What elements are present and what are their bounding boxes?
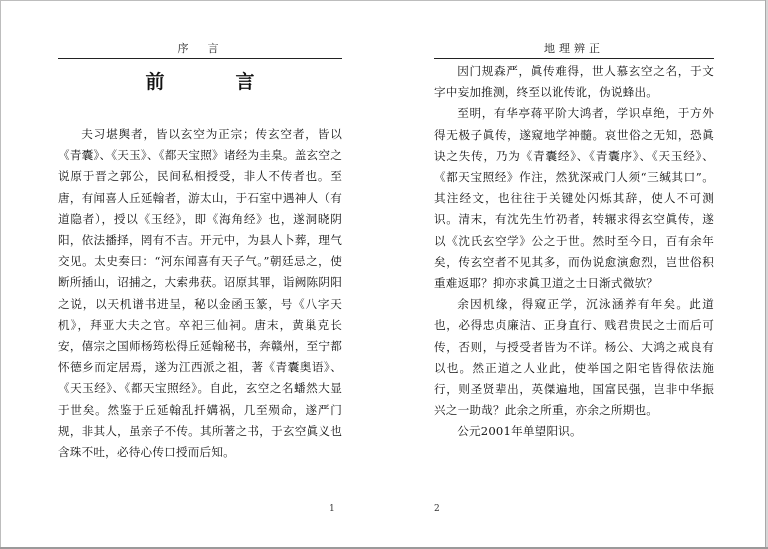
left-page-number: 1 [329, 504, 335, 514]
right-paragraph-2: 至明，有华亭蒋平阶大鸿者，学识卓绝，于方外得无极子眞传，遂窥地学神髓。哀世俗之无知，恐眞诀之失传，乃为《青囊经》、《青囊序》、《天玉经》、《都天宝照经》作注，然犹深戒门人须“三缄其口”。其注经文，也往往于关键处闪烁其辞，使人不可测识。清末，有沈先生竹礽者，转辗求得玄空眞传，遂以《沈氏玄空学》公之于世。然时至今日，百有余年矣，传玄空者不见其多，而伪说愈演愈烈，岂世俗积重难返耶？抑亦求眞卫道之士日渐式微欤？ [434, 106, 714, 291]
signature-line: 公元2001年单望阳识。 [457, 424, 582, 439]
left-paragraph: 夫习堪舆者，皆以玄空为正宗；传玄空者，皆以《青囊》、《天玉》、《都天宝照》诸经为圭臬。盖玄空之说原于晋之郭公，民间私相授受，非人不传者也。至唐，有闻喜人丘延翰者，游太山，于石室中遇神人（有道隐者），授以《玉经》，即《海角经》也，遂洞晓阴阳，依法播择，罔有不吉。开元中，为县人卜葬，理气交见。太史奏曰：“河东闻喜有天子气。”朝廷忌之，使断所插山，诏捕之，大索弗获。诏原其罪，诣阙陈阴阳之说，以天机谱书进呈，秘以金函玉篆，号《八字天机》，拜亚大夫之官。卒祀三仙祠。唐末，黄巢克长安，僖宗之国师杨筠松得丘延翰秘书，奔赣州，至宁都怀德乡而定居焉，遂为江西派之祖，著《青囊奥语》、《天玉经》、《都天宝照经》。自此，玄空之名蟠然大显于世矣。然鉴于丘延翰乱扦媾祸，几至殒命，遂严门规，非其人，虽亲子不传。其所著之书，于玄空眞义也含珠不吐，必待心传口授而后知。 [58, 127, 342, 460]
left-body-text [58, 124, 342, 463]
page-frame-right [765, 0, 766, 549]
right-paragraph-3: 余因机缘，得窥正学，沉泳涵养有年矣。此道也，必得忠贞廉洁、正身直行、贱君贵民之士而后可传，否则，与授受者皆为不详。杨公、大鸿之戒良有以也。然正道之人业此，使举国之阳宅皆得依法施行，则圣贤辈出，英傑遍地，国富民强，岂非中华振兴之一助哉？此余之所重，亦余之所期也。 [434, 297, 714, 418]
left-running-head: 序 言 [177, 42, 223, 55]
page-title: 前 言 [145, 71, 281, 93]
page-frame-left [0, 0, 1, 549]
left-header-rule [58, 58, 342, 59]
right-body-text [434, 61, 714, 443]
right-running-head: 地理辨正 [544, 42, 604, 55]
right-paragraph-1: 因门规森严，眞传难得，世人慕玄空之名，于文字中妄加推测，终至以讹传讹，伪说蜂出。 [434, 64, 714, 100]
right-page-number: 2 [434, 504, 440, 514]
right-header-rule [434, 58, 714, 59]
right-page [434, 0, 714, 549]
left-page [58, 0, 342, 549]
